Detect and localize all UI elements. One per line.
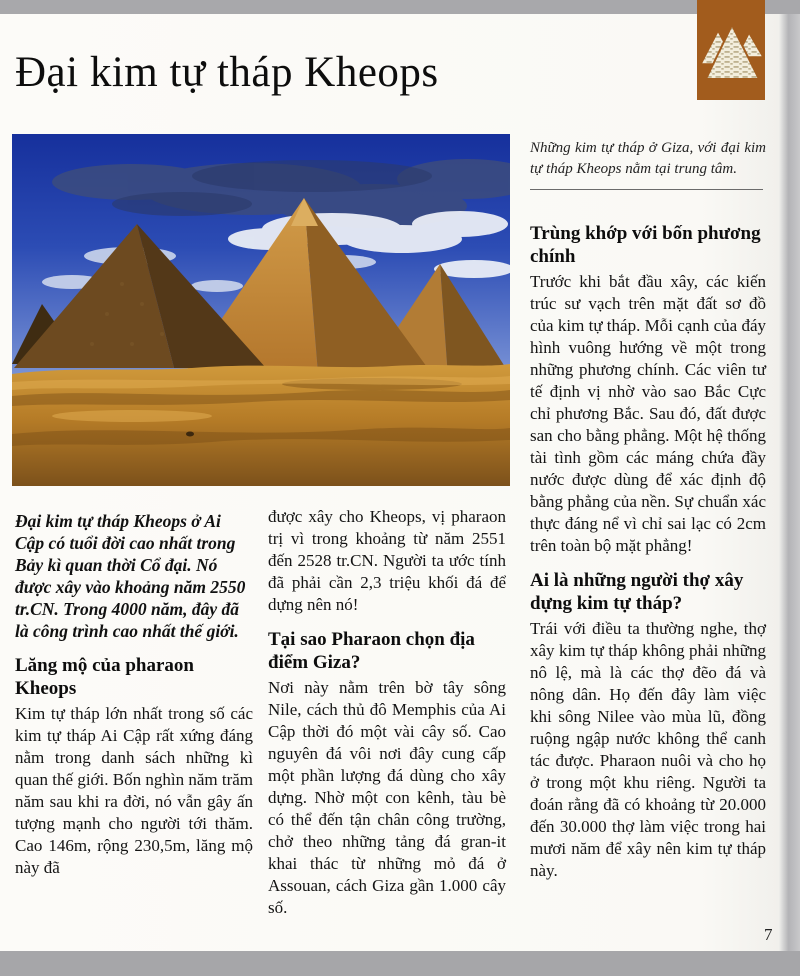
paragraph-giza: Nơi này nằm trên bờ tây sông Nile, cách thủ đô Memphis của Ai Cập thời đó một vài cây số. Cao nguyên đá vôi nơi đây cung cấp một phần lượng đá dùng cho xây dựng. Nhờ một con kênh, tàu bè có thể đến tận chân công trường, chở theo những tảng đá gran-it khai thác từ những mỏ đá ở Assouan, cách Giza gần 1.000 cây số. xyxy=(268,678,506,917)
caption-divider xyxy=(530,189,763,190)
page-number: 7 xyxy=(764,925,773,944)
column-middle xyxy=(268,506,506,919)
paragraph-tomb-continued: được xây cho Kheops, vị pharaon trị vì trong khoảng từ năm 2551 đến 2528 tr.CN. Người ta ước tính đã phải cần 2,3 triệu khối đá để dựng nên nó! xyxy=(268,507,506,614)
scan-edge-right xyxy=(779,14,800,951)
column-right xyxy=(530,138,766,882)
section-heading-tomb: Lăng mộ của pharaon Kheops xyxy=(15,655,194,699)
photo-caption: Những kim tự tháp ở Giza, với đại kim tự tháp Kheops nằm tại trung tâm. xyxy=(530,140,766,177)
section-heading-giza: Tại sao Pharaon chọn địa điểm Giza? xyxy=(268,629,475,673)
section-heading-cardinal-points: Trùng khớp với bốn phương chính xyxy=(530,223,761,267)
giza-pyramids-illustration xyxy=(12,134,510,486)
page-title: Đại kim tự tháp Kheops xyxy=(15,49,439,96)
giza-pyramids-photo xyxy=(12,134,510,486)
column-left xyxy=(15,506,253,879)
pyramids-icon xyxy=(697,0,765,100)
chapter-logo-box xyxy=(697,0,765,100)
paragraph-workers: Trái với điều ta thường nghe, thợ xây kim tự tháp không phải những nô lệ, mà là các thợ đẽo đá và nông dân. Họ đến đây làm việc khi sông Nilee vào mùa lũ, đồng ruộng ngập nước không thể canh tác được. Pharaon nuôi và cho họ ở trong một khu riêng. Người ta đoán rằng đã có khoảng từ 20.000 đến 30.000 thợ làm việc trong hai mươi năm để xây nên kim tự tháp này. xyxy=(530,619,766,880)
section-heading-workers: Ai là những người thợ xây dựng kim tự tháp? xyxy=(530,570,744,614)
intro-paragraph: Đại kim tự tháp Kheops ở Ai Cập có tuổi đời cao nhất trong Bảy kì quan thời Cổ đại. Nó được xây vào khoảng năm 2550 tr.CN. Trong 4000 năm, đây đã là công trình cao nhất thế giới. xyxy=(15,511,246,641)
paragraph-tomb: Kim tự tháp lớn nhất trong số các kim tự tháp Ai Cập rất xứng đáng nằm trong danh sách những kì quan thế giới. Bốn nghìn năm trăm năm sau khi ra đời, nó vẫn gây ấn tượng mạnh cho người tới thăm. Cao 146m, rộng 230,5m, lăng mộ này đã xyxy=(15,704,253,877)
scan-edge-top xyxy=(0,0,800,14)
paragraph-cardinal-points: Trước khi bắt đầu xây, các kiến trúc sư vạch trên mặt đất sơ đồ của kim tự tháp. Mỗi cạnh của đáy hình vuông hướng về một trong những phương chính. Các viên tư tế định vị nhờ vào sao Bắc Cực chỉ phương Bắc. Sau đó, đất được san cho bằng phẳng. Một hệ thống tài tình gồm các máng chứa đầy nước được dùng để xác định độ bằng phẳng của nền. Sự chuẩn xác thực đáng nể vì chỉ sai lạc có 2cm trên toàn bộ mặt phẳng! xyxy=(530,272,766,555)
scan-edge-bottom xyxy=(0,951,800,976)
